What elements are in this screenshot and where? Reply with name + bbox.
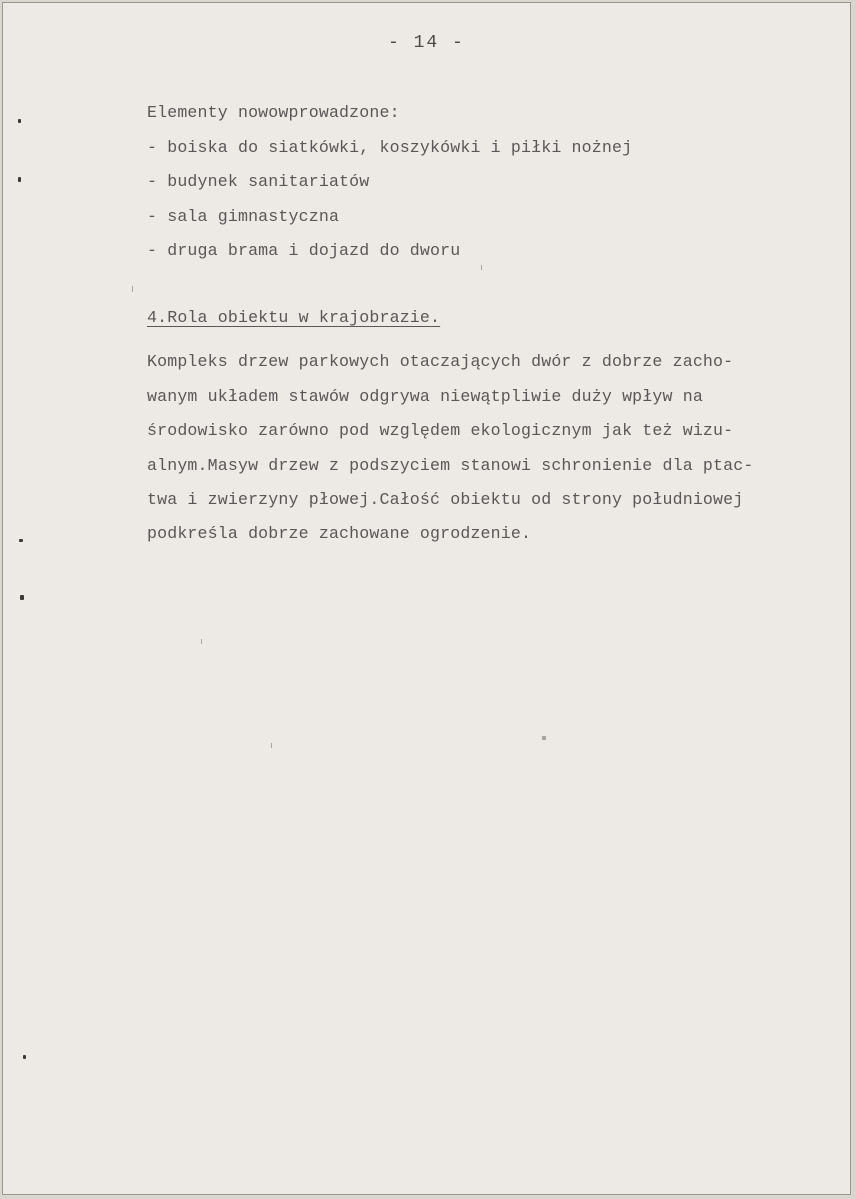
paragraph-line: Kompleks drzew parkowych otaczających dwór z dobrze zacho- [147,352,734,371]
paragraph-line: twa i zwierzyny płowej.Całość obiektu od strony południowej [147,490,744,509]
scan-speck [201,639,202,644]
new-elements-heading: Elementy nowowprowadzone: [147,103,400,122]
binder-mark [20,595,24,600]
scan-speck [481,265,482,270]
list-item: - druga brama i dojazd do dworu [147,241,461,260]
binder-mark [18,177,21,182]
section-heading: 4.Rola obiektu w krajobrazie. [147,308,441,327]
document-page [2,2,851,1195]
binder-mark [23,1055,26,1059]
paragraph-line: wanym układem stawów odgrywa niewątpliwie duży wpływ na [147,387,703,406]
page-number: - 14 - [388,33,465,53]
list-item: - boiska do siatkówki, koszykówki i piłki nożnej [147,138,633,157]
scan-speck [271,743,272,748]
binder-mark [18,119,21,123]
paragraph-line: podkreśla dobrze zachowane ogrodzenie. [147,524,532,543]
list-item: - sala gimnastyczna [147,207,340,226]
paragraph-line: środowisko zarówno pod względem ekologicznym jak też wizu- [147,421,734,440]
scan-speck [132,286,133,292]
paragraph-line: alnym.Masyw drzew z podszyciem stanowi schronienie dla ptac- [147,456,754,475]
binder-mark [19,539,23,542]
list-item: - budynek sanitariatów [147,172,370,191]
scan-speck [542,736,546,740]
